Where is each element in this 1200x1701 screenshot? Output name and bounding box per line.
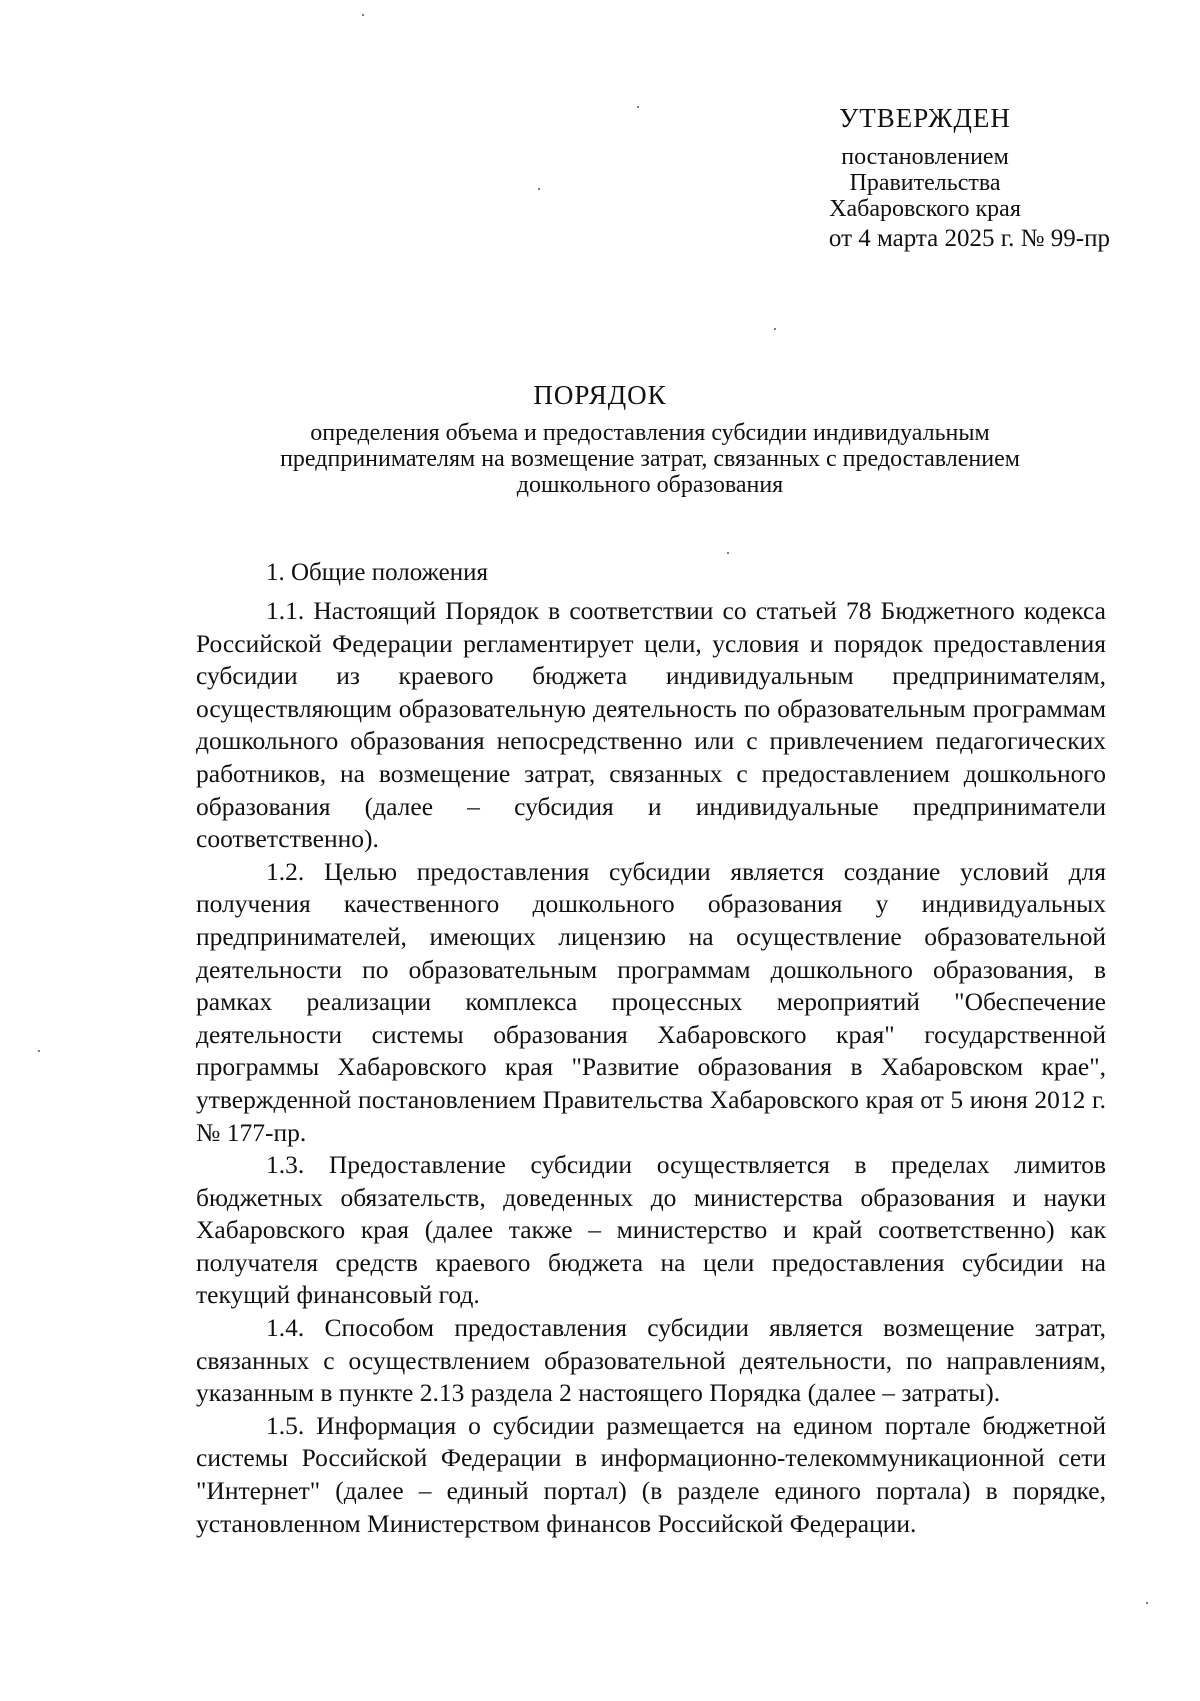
scan-speck	[727, 552, 729, 554]
section-heading: 1. Общие положения	[266, 559, 488, 586]
approval-date: от 4 марта 2025 г. № 99-пр	[828, 225, 1110, 252]
approval-heading: УТВЕРЖДЕН	[839, 103, 1011, 133]
scan-speck	[1146, 1602, 1148, 1604]
subtitle-line-1: определения объема и предоставления субсидии индивидуальным	[310, 420, 990, 446]
scan-speck	[362, 14, 364, 16]
subtitle-line-2: предпринимателям на возмещение затрат, связанных с предоставлением	[280, 446, 1020, 472]
scan-speck	[637, 106, 639, 108]
document-body	[196, 595, 1106, 1540]
approval-line-2: Правительства	[849, 170, 1001, 196]
document-title: ПОРЯДОК	[533, 380, 667, 410]
document-subtitle	[190, 420, 1110, 498]
paragraph-1-2: 1.2. Целью предоставления субсидии является создание условий для получения качественного дошкольного образования у индивидуальных предпринимателей, имеющих лицензию на осуществление образовательной деятельности по образовательным программам дошкольного образования, в рамках реализации комплекса процессных мероприятий "Обеспечение деятельности системы образования Хабаровского края" государственной программы Хабаровского края "Развитие образования в Хабаровском крае", утвержденной постановлением Правительства Хабаровского края от 5 июня 2012 г. № 177-пр.	[196, 856, 1106, 1147]
paragraph-1-1: 1.1. Настоящий Порядок в соответствии со статьей 78 Бюджетного кодекса Российской Федерации регламентирует цели, условия и порядок предоставления субсидии из краевого бюджета индивидуальным предпринимателям, осуществляющим образовательную деятельность по образовательным программам дошкольного образования непосредственно или с привлечением педагогических работников, на возмещение затрат, связанных с предоставлением дошкольного образования (далее – субсидия и индивидуальные предприниматели соответственно).	[196, 596, 1106, 854]
scan-speck	[538, 188, 540, 190]
paragraph-1-5: 1.5. Информация о субсидии размещается на едином портале бюджетной системы Российской Федерации в информационно-телекоммуникационной сети "Интернет" (далее – единый портал) (в разделе единого портала) в порядке, установленном Министерством финансов Российской Федерации.	[196, 1410, 1106, 1538]
paragraph-1-4: 1.4. Способом предоставления субсидии является возмещение затрат, связанных с осуществлением образовательной деятельности, по направлениям, указанным в пункте 2.13 раздела 2 настоящего Порядка (далее – затраты).	[196, 1313, 1106, 1408]
scan-speck	[774, 328, 776, 330]
subtitle-line-3: дошкольного образования	[516, 472, 784, 498]
scan-speck	[38, 1050, 40, 1052]
approval-line-3: Хабаровского края	[829, 196, 1021, 222]
approval-line-1: постановлением	[841, 144, 1009, 170]
paragraph-1-3: 1.3. Предоставление субсидии осуществляется в пределах лимитов бюджетных обязательств, доведенных до министерства образования и науки Хабаровского края (далее также – министерство и край соответственно) как получателя средств краевого бюджета на цели предоставления субсидии на текущий финансовый год.	[196, 1150, 1106, 1310]
approval-stamp	[760, 98, 1110, 252]
